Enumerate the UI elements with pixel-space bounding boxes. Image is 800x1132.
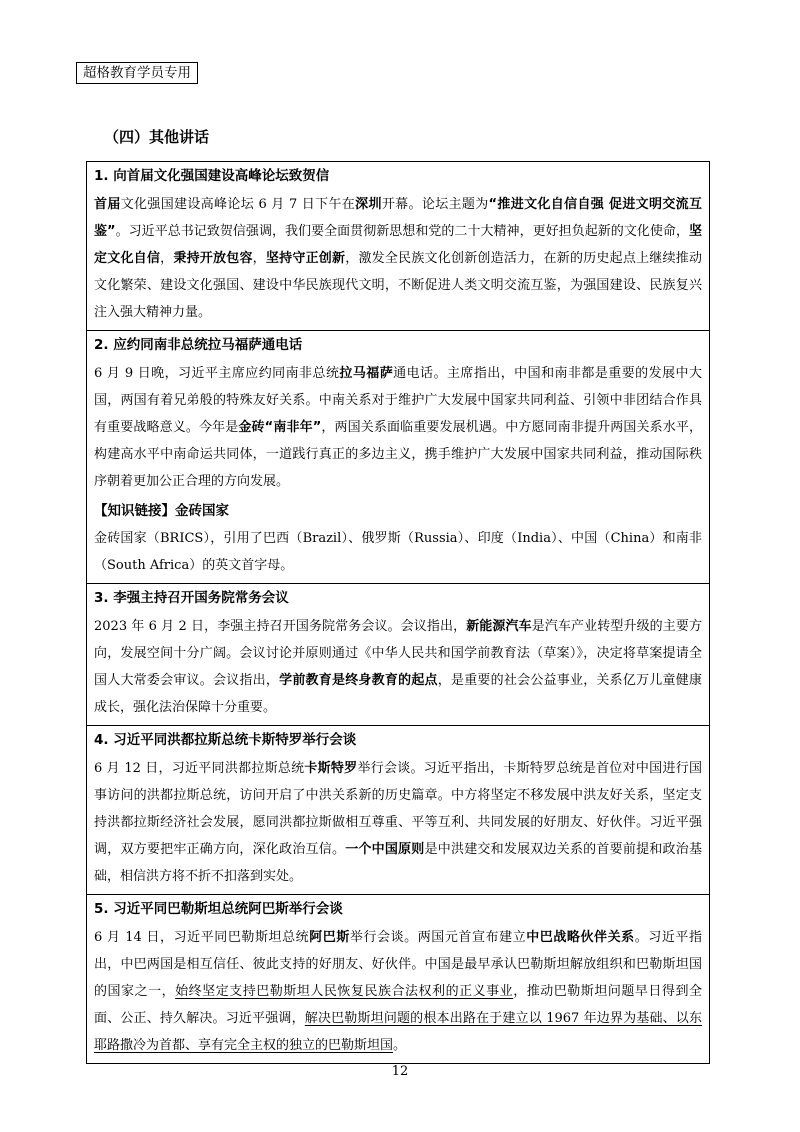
- text-run: 通电话。主席指出，中国和南非都是重要的发展中大国，两国有着兄弟般的特殊友好关系。中南关系对于维护广大发展中国家共同利益、引领中非团结合作具有重要战略意义。今年是: [94, 366, 702, 435]
- knowledge-link-title: 【知识链接】金砖国家: [94, 503, 229, 519]
- bold-text-run: 秉持开放包容: [173, 251, 253, 266]
- bold-text-run: 学前教育是终身教育的起点: [279, 673, 438, 688]
- table-row: [87, 162, 709, 330]
- page-number: 12: [391, 1064, 409, 1079]
- bold-text-run: 坚定文化自信: [94, 224, 702, 266]
- bold-text-run: 深圳: [355, 197, 382, 212]
- item-title: 4. 习近平同洪都拉斯总统卡斯特罗举行会谈: [94, 732, 357, 748]
- text-run: ，: [252, 251, 266, 266]
- text-run: 金砖国家（BRICS），引用了巴西（Brazil）、俄罗斯（Russia）、印度（India）、中国（China）和南非（South Africa）的英文首字母。: [94, 531, 702, 573]
- text-run: 6 月 9 日晚，习近平主席应约同南非总统: [94, 366, 340, 381]
- item-title: 1. 向首届文化强国建设高峰论坛致贺信: [94, 168, 330, 184]
- text-run: 开幕。论坛主题为: [381, 197, 489, 212]
- table-row: [87, 330, 709, 583]
- text-run: 是中洪建交和发展双边关系的首要前提和政治基础，相信洪方将不折不扣落到实处。: [94, 842, 702, 884]
- text-run: 举行会谈。两国元首宣布建立: [349, 930, 527, 945]
- text-run: ，推动巴勒斯坦问题早日得到全面、公正、持久解决。习近平强调，: [94, 984, 702, 1026]
- text-run: 文化强国建设高峰论坛 6 月 7 日下午在: [120, 197, 356, 212]
- bold-text-run: “推进文化自信自强 促进文明交流互鉴”: [94, 197, 702, 239]
- text-run: 6 月 14 日，习近平同巴勒斯坦总统: [94, 930, 310, 945]
- item-title: 2. 应约同南非总统拉马福萨通电话: [94, 337, 303, 353]
- section-title: （四）其他讲话: [104, 128, 210, 146]
- text-run: 。习近平指出，中巴两国是相互信任、彼此支持的好朋友、好伙伴。中国是最早承认巴勒斯坦解放组织和巴勒斯坦国的国家之一，: [94, 930, 702, 999]
- item-title: 3. 李强主持召开国务院常务会议: [94, 590, 289, 606]
- table-row: [87, 583, 709, 725]
- underlined-text-run: 解决巴勒斯坦问题的根本出路在于建立以 1967 年边界为基础、以东耶路撒冷为首都、享有完全主权的独立的巴勒斯坦国: [94, 1011, 702, 1053]
- text-run: ，: [160, 251, 174, 266]
- underlined-text-run: 始终坚定支持巴勒斯坦人民恢复民族合法权利的正义事业: [175, 984, 514, 999]
- item-paragraph: [94, 755, 702, 890]
- bold-text-run: 卡斯特罗: [304, 761, 358, 776]
- speeches-table: [86, 161, 710, 1064]
- knowledge-link-paragraph: [94, 525, 702, 579]
- bold-text-run: 一个中国原则: [345, 842, 425, 857]
- table-row: [87, 725, 709, 894]
- bold-text-run: 中巴战略伙伴关系: [526, 930, 635, 945]
- text-run: ，激发全民族文化创新创造活力，在新的历史起点上继续推动文化繁荣、建设文化强国、建设中华民族现代文明，不断促进人类文明交流互鉴，为强国建设、民族复兴注入强大精神力量。: [94, 251, 702, 320]
- bold-text-run: 拉马福萨: [339, 366, 394, 381]
- text-run: 是汽车产业转型升级的主要方向，发展空间十分广阔。会议讨论并原则通过《中华人民共和国学前教育法（草案）》，决定将草案提请全国人大常委会审议。会议指出，: [94, 619, 702, 688]
- item-title: 5. 习近平同巴勒斯坦总统阿巴斯举行会谈: [94, 901, 343, 917]
- text-run: 2023 年 6 月 2 日，李强主持召开国务院常务会议。会议指出，: [94, 619, 467, 634]
- bold-text-run: “南非年”: [264, 420, 322, 435]
- watermark-label: 超格教育学员专用: [76, 62, 198, 84]
- bold-text-run: 阿巴斯: [309, 930, 350, 945]
- item-paragraph: [94, 191, 702, 326]
- item-paragraph: [94, 360, 702, 495]
- bold-text-run: 新能源汽车: [466, 619, 532, 634]
- bold-text-run: 首届: [94, 197, 121, 212]
- text-run: ，两国关系面临重要发展机遇。中方愿同南非提升两国关系水平，构建高水平中南命运共同体，一道践行真正的多边主义，携手维护广大发展中国家共同利益，推动国际秩序朝着更加公正合理的方向发展。: [94, 420, 702, 489]
- text-run: 举行会谈。习近平指出，卡斯特罗总统是首位对中国进行国事访问的洪都拉斯总统，访问开启了中洪关系新的历史篇章。中方将坚定不移发展中洪友好关系，坚定支持洪都拉斯经济社会发展，愿同洪都拉斯做相互尊重、平等互利、共同发展的好朋友、好伙伴。习近平强调，双方要把牢正确方向，深化政治互信。: [94, 761, 702, 857]
- text-run: 6 月 12 日，习近平同洪都拉斯总统: [94, 761, 305, 776]
- item-paragraph: [94, 613, 702, 721]
- item-paragraph: [94, 924, 702, 1059]
- text-run: 。: [393, 1038, 407, 1053]
- text-run: ，是重要的社会公益事业，关系亿万儿童健康成长，强化法治保障十分重要。: [94, 673, 702, 715]
- bold-text-run: 坚持守正创新: [265, 251, 346, 266]
- bold-text-run: 金砖: [238, 420, 265, 435]
- table-row: [87, 894, 709, 1063]
- text-run: 。习近平总书记致贺信强调，我们要全面贯彻新思想和党的二十大精神，更好担负起新的文化使命，: [115, 224, 689, 239]
